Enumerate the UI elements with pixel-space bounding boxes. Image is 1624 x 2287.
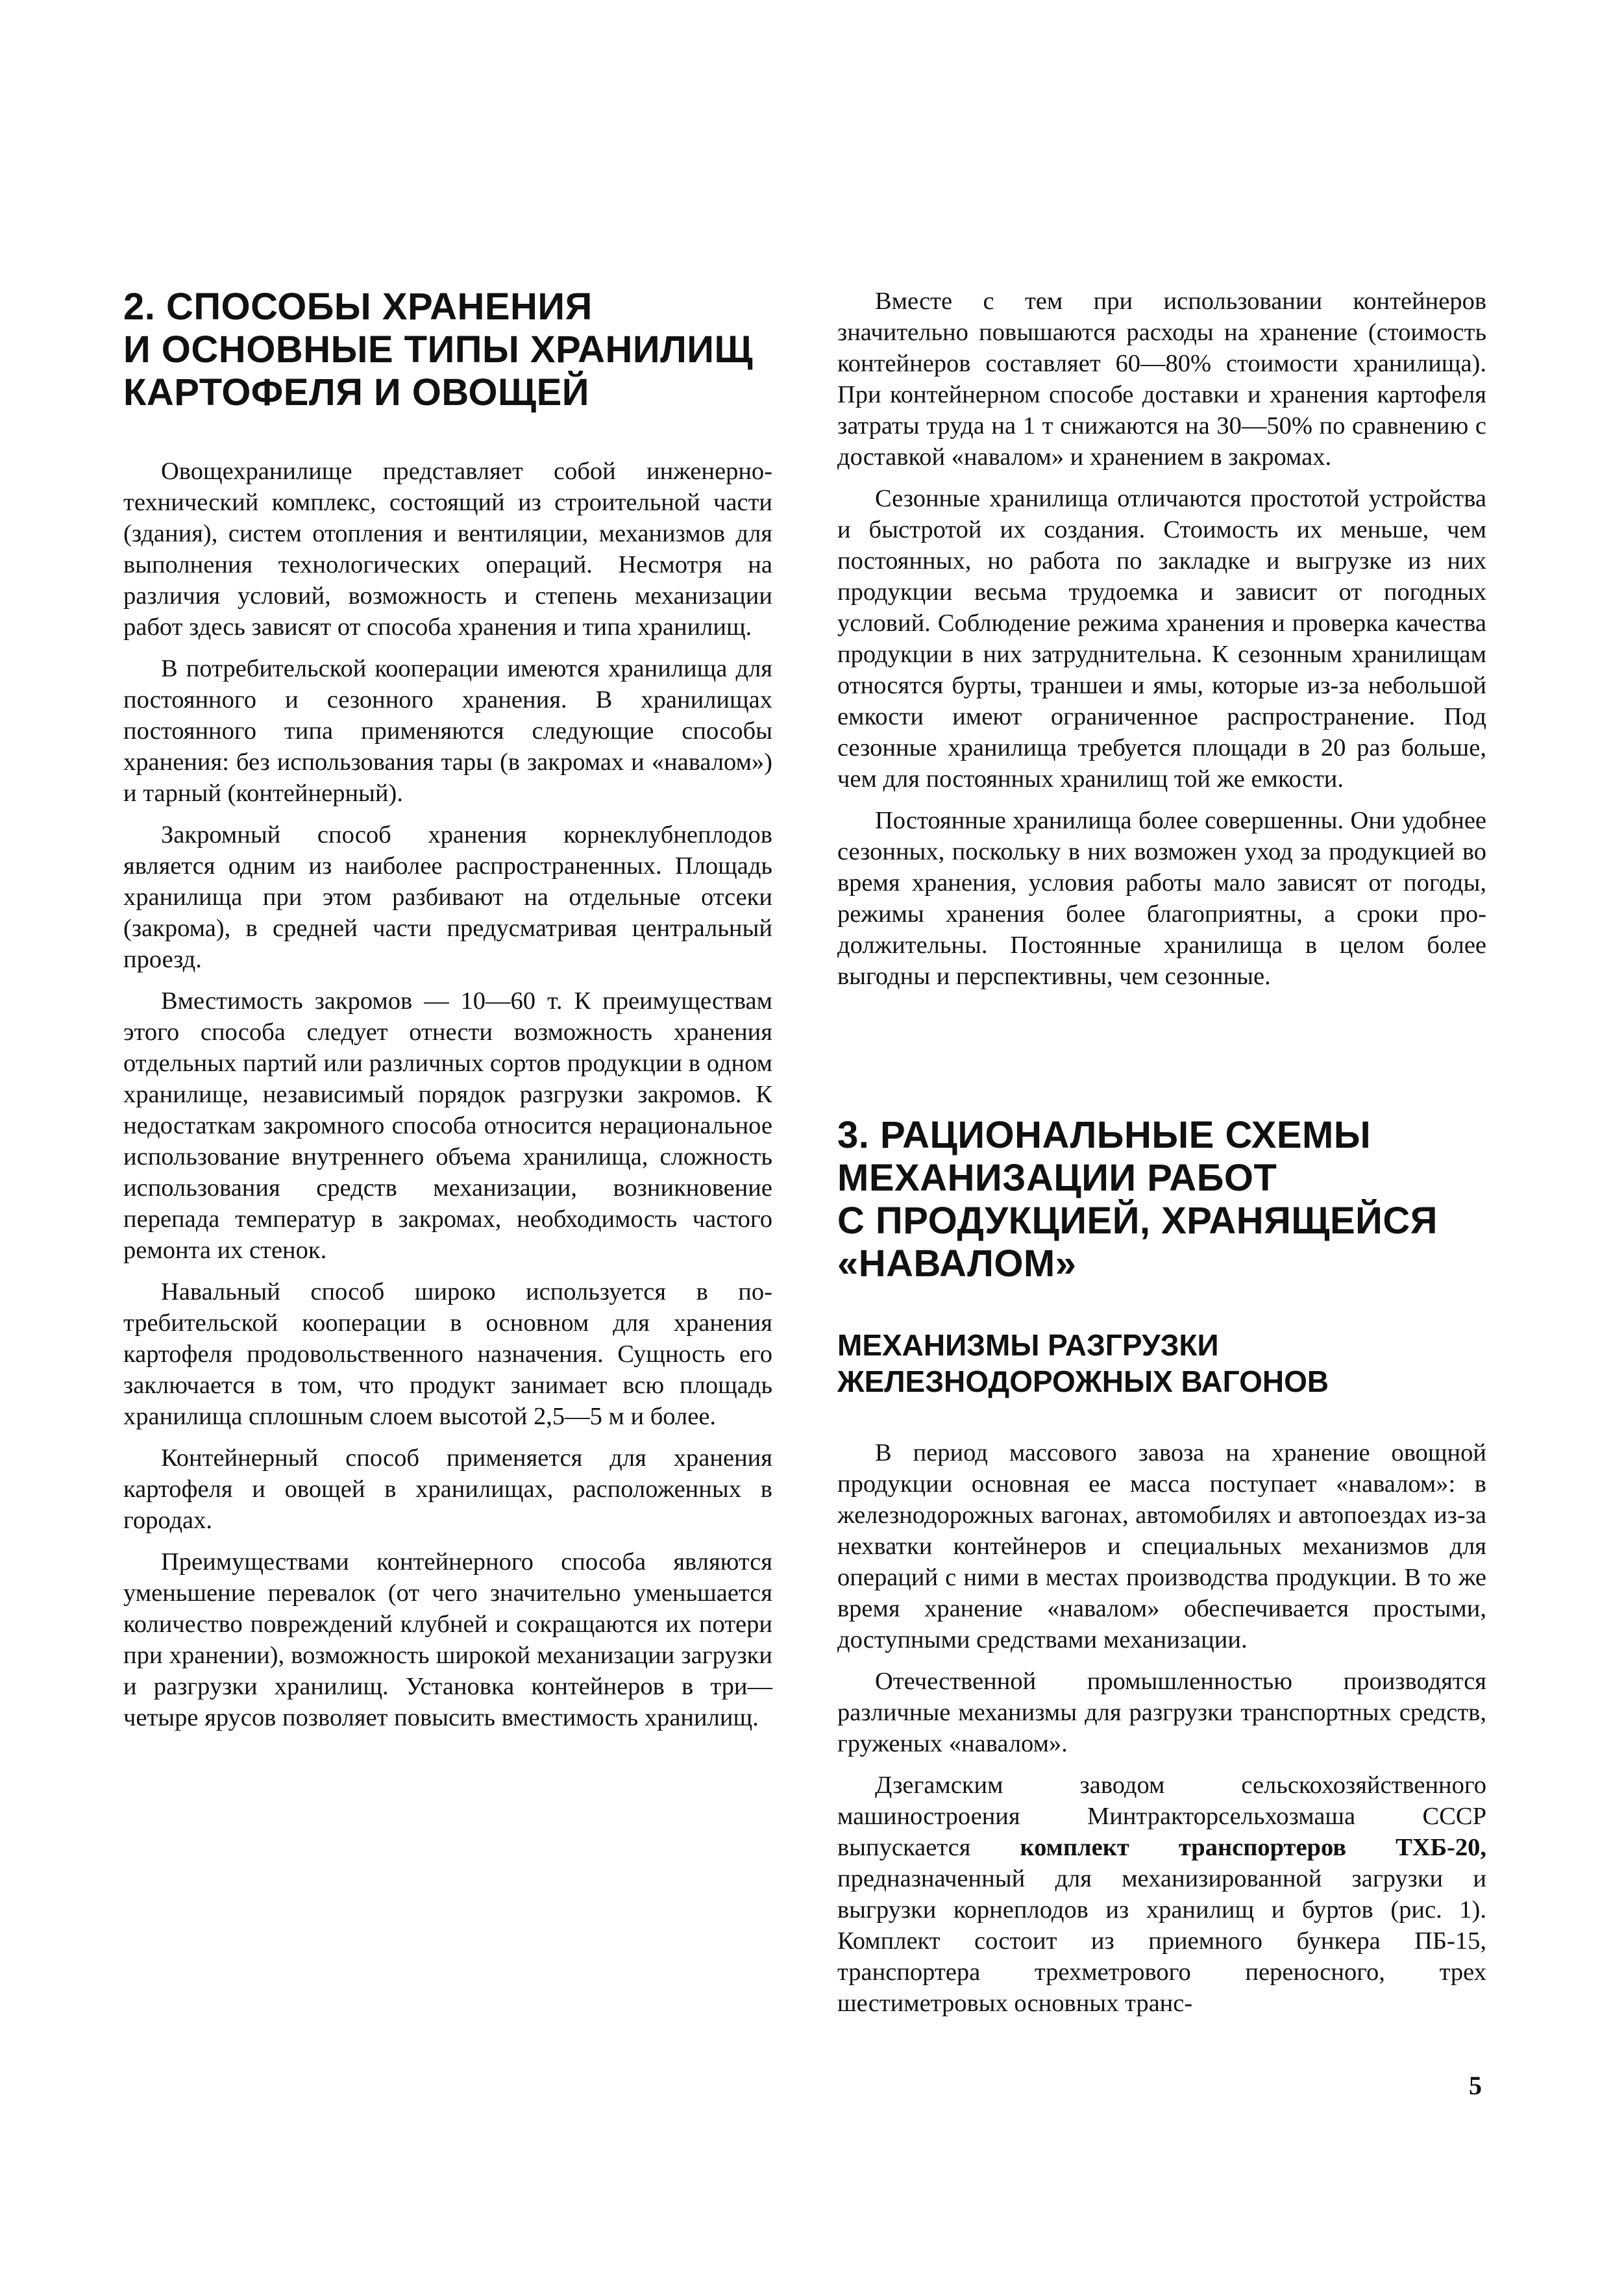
section-2-title-line: КАРТОФЕЛЯ И ОВОЩЕЙ [123,371,589,414]
section-3-title-line: «НАВАЛОМ» [837,1242,1077,1285]
paragraph: Навальный способ широко используется в потребительской кооперации в основном для хранения картофеля продовольственного назначения. Сущность его заключается в том, что продукт занимает всю площадь хранилища сплошным слоем высотой 2,5—5 м и более. [123,1278,772,1430]
paragraph: Вместимость закромов — 10—60 т. К преимуществам этого способа следует отнести возможность хранения отдельных партий или различных сортов продукции в одном хранилище, независимый порядок разгрузки закромов. К недостаткам закромного способа относится нерациональное использование внутреннего объема хранилища, сложность использования средств механизации, возникновение перепада температур в закромах, необходимость частого ремонта их стенок. [123,987,772,1264]
section-3-title-line: С ПРОДУКЦИЕЙ, ХРАНЯЩЕЙСЯ [837,1200,1438,1242]
section-2-title [123,286,772,414]
page-number: 5 [1469,2071,1482,2100]
section-3-title [837,1114,1486,1285]
subsection-title-line: МЕХАНИЗМЫ РАЗГРУЗКИ [837,1328,1219,1362]
paragraph-text: предназначенный для механизированной загрузки и выгрузки корнеплодов из хранилищ и буртов (рис. 1). Комплект состоит из приемного бункера ПБ-15, транспортера трехметрового переносного, трех шестиметровых основных транс- [837,1865,1486,2017]
paragraph: Отечественной промышленностью производятся различные механизмы для разгрузки транспортных средств, груженых «навалом». [837,1668,1486,1757]
section-3-title-line: МЕХАНИЗАЦИИ РАБОТ [837,1157,1277,1199]
paragraph: Вместе с тем при использовании контейнеров значительно повышаются расходы на хранение (стоимость контейнеров составляет 60—80% стоимости хранилища). При контейнерном способе доставки и хранения картофеля затраты труда на 1 т снижаются на 30—50% по сравнению с доставкой «навалом» и хранением в закромах. [837,288,1486,471]
paragraph: Сезонные хранилища отличаются простотой устройства и быстротой их создания. Стоимость их меньше, чем постоянных, но работа по закладке и выгрузке из них продукции весьма трудоемка и зависит от погодных условий. Соблюдение режима хранения и проверка качества продукции в них затруднительна. К сезонным хранилищам относятся бурты, траншеи и ямы, которые из-за небольшой емкости имеют ограниченное распространение. Под сезонные хранилища требуется площади в 20 раз больше, чем для постоянных хранилищ той же емкости. [837,485,1486,793]
paragraph: Закромный способ хранения корнеклубнеплодов является одним из наиболее распространенных. Площадь хранилища при этом разбивают на отдельные отсеки (закрома), в средней части предусматривая центральный проезд. [123,821,772,973]
right-column [837,286,1486,2029]
section-spacer [837,1002,1486,1114]
section-3-title-line: 3. РАЦИОНАЛЬНЫЕ СХЕМЫ [837,1114,1372,1156]
section-2-title-line: И ОСНОВНЫЕ ТИПЫ ХРАНИЛИЩ [123,328,754,371]
paragraph: Преимуществами контейнерного способа являются уменьшение перевалок (от чего значительно уменьшается количество повреждений клубней и сокращаются их потери при хранении), возможность широкой механизации загрузки и разгрузки хранилищ. Установка контейнеров в три—четыре ярусов позволяет повысить вместимость хранилищ. [123,1548,772,1731]
paragraph-text: Дзегамским заводом сельскохозяйственного машиностроения Минтракторсельхозмаша СССР выпускается [837,1772,1486,1861]
paragraph: Постоянные хранилища более совершенны. Они удобнее сезонных, поскольку в них возможен уход за продукцией во время хранения, условия работы мало зависят от погоды, режимы хранения более благоприятны, а сроки продолжительны. Постоянные хранилища в целом более выгодны и перспективны, чем сезонные. [837,807,1486,990]
paragraph: В период массового завоза на хранение овощной продукции основная ее масса поступает «навалом»: в железнодорожных вагонах, автомобилях и автопоездах из-за нехватки контейнеров и специальных механизмов для операций с ними в местах производства продукции. В то же время хранение «навалом» обеспечивается простыми, доступными средствами механизации. [837,1439,1486,1653]
left-column [123,286,772,1744]
paragraph: Овощехранилище представляет собой инженерно-технический комплекс, состоящий из строительной части (здания), систем отопления и вентиляции, механизмов для выполнения технологических операций. Несмотря на различия условий, возможность и степень механизации работ здесь зависят от способа хранения и типа хранилищ. [123,458,772,641]
section-2-title-line: 2. СПОСОБЫ ХРАНЕНИЯ [123,286,593,328]
subsection-title-line: ЖЕЛЕЗНОДОРОЖНЫХ ВАГОНОВ [837,1365,1329,1398]
subsection-title [837,1327,1486,1400]
paragraph: Контейнерный способ применяется для хранения картофеля и овощей в хранилищах, расположенных в городах. [123,1444,772,1534]
bold-term: комплект транспортеров ТХБ-20, [1020,1834,1486,1861]
paragraph: В потребительской кооперации имеются хранилища для постоянного и сезонного хранения. В хранилищах постоянного типа применяются следующие способы хранения: без использования тары (в закромах и «навалом») и тарный (контейнерный). [123,655,772,807]
paragraph-with-bold [837,1770,1486,2019]
